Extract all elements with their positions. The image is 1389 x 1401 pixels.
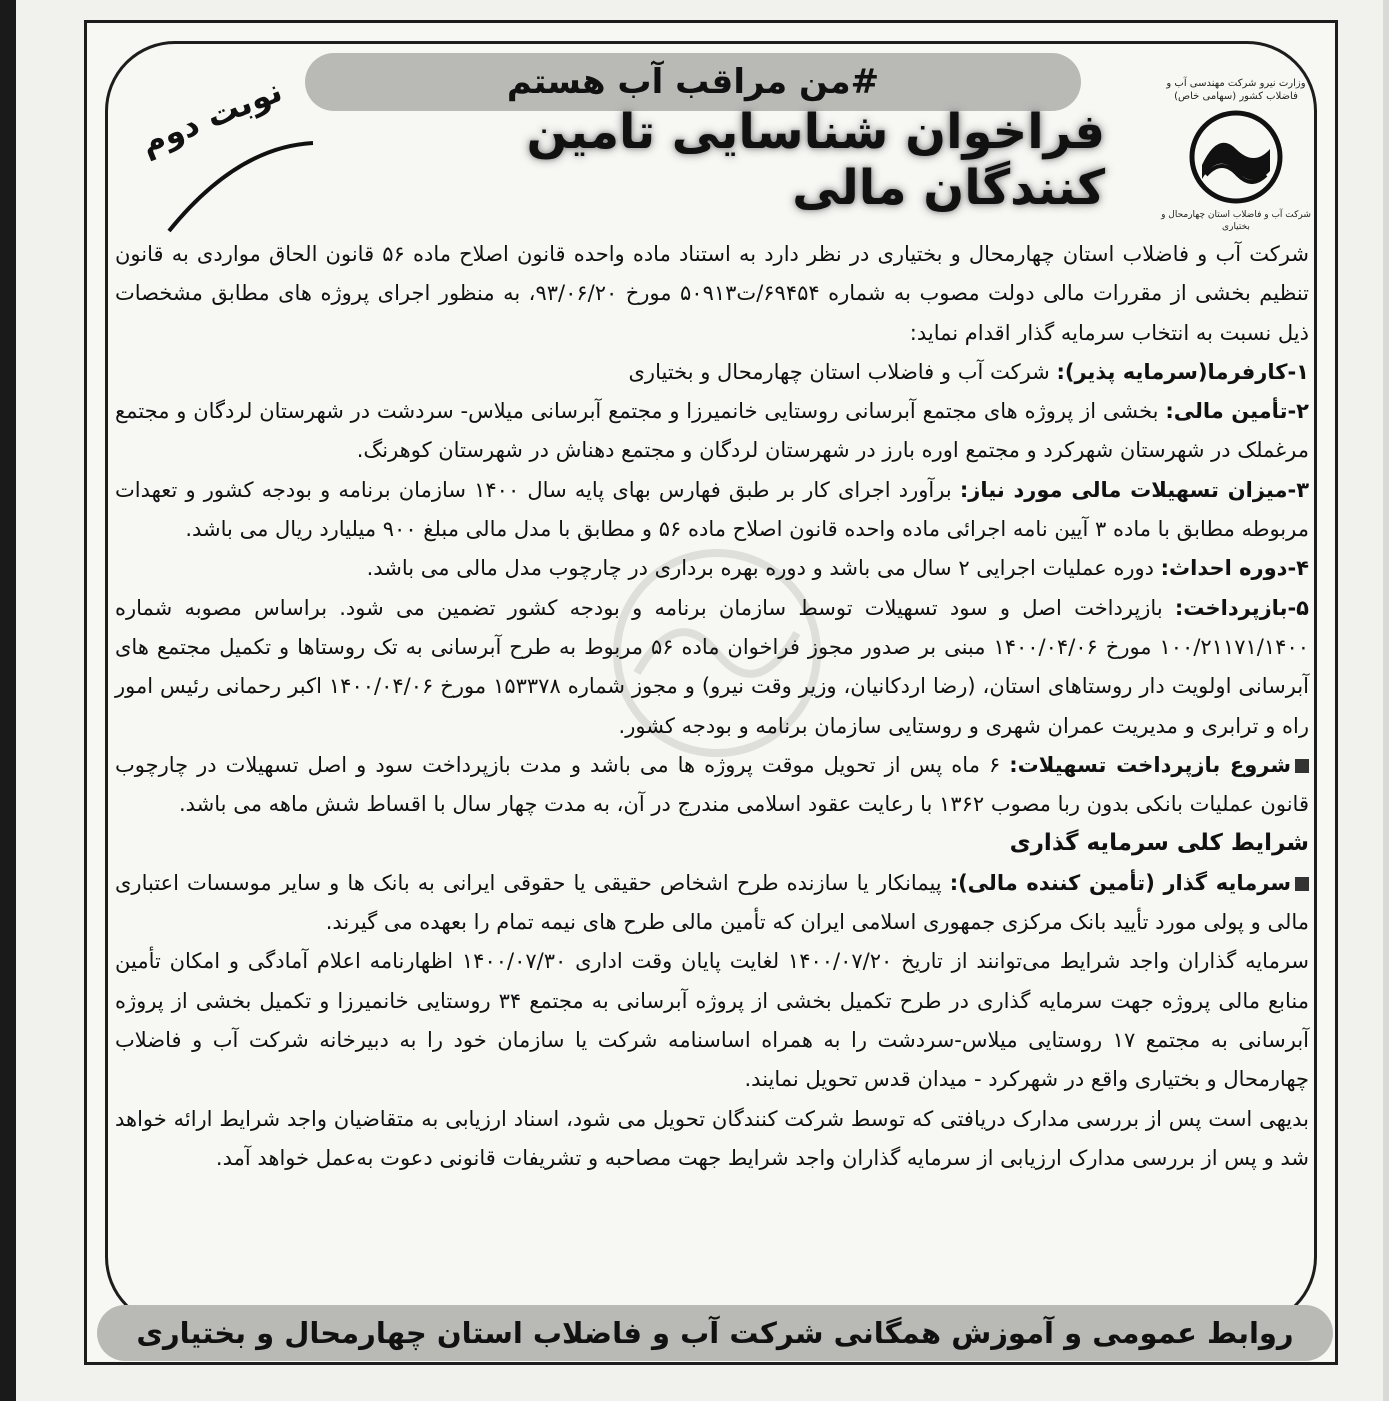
advertisement-frame xyxy=(84,20,1338,1365)
investor-label: سرمایه گذار (تأمین کننده مالی): xyxy=(949,870,1291,895)
item-1-text: شرکت آب و فاضلاب استان چهارمحال و بختیاری xyxy=(628,359,1057,384)
square-bullet-icon xyxy=(1295,759,1309,773)
item-3-label: ۳-میزان تسهیلات مالی مورد نیاز: xyxy=(959,477,1310,502)
item-5-text: بازپرداخت اصل و سود تسهیلات توسط سازمان برنامه و بودجه کشور تضمین می شود. براساس مصوبه شماره ۱۰۰/۲۱۱۷۱/۱۴۰۰ مورخ ۱۴۰۰/۰۴/۰۶ مبنی بر صدور مجوز فراخوان ماده ۵۶ مربوط به طرح آبرسانی به تک روستاها و تکمیل مجتمع های آبرسانی اولویت دار روستاهای استان، (رضا اردکانیان، وزیر وقت نیرو) و مجوز شماره ۱۵۳۳۷۸ مورخ ۱۴۰۰/۰۴/۰۶ اکبر رحمانی رئیس امور راه و ترابری و مدیریت عمران شهری و روستایی سازمان برنامه و بودجه کشور. xyxy=(115,595,1310,738)
company-logo xyxy=(1161,77,1311,247)
item-1 xyxy=(115,353,1309,392)
intro-paragraph: شرکت آب و فاضلاب استان چهارمحال و بختیاری در نظر دارد به استناد ماده واحده قانون اصلاح ماده ۵۶ قانون الحاق مواردی به قانون تنظیم بخشی از مقررات مالی دولت مصوب به شماره ۶۹۴۵۴/ت۵۰۹۱۳ مورخ ۹۳/۰۶/۲۰، به منظور اجرای پروژه های مطابق مشخصات ذیل نسبت به انتخاب سرمایه گذار اقدام نماید: xyxy=(115,242,1309,345)
scan-edge xyxy=(0,0,16,1401)
investor-text: پیمانکار یا سازنده طرح اشخاص حقیقی یا حقوقی ایرانی به بانک ها و سایر موسسات اعتباری مالی و پولی مورد تأیید بانک مرکزی جمهوری اسلامی ایران که تأمین مالی طرح های نیمه تمام را بعهده می گیرند. xyxy=(115,870,1309,935)
page-title xyxy=(365,104,1105,216)
title-text: فراخوان شناسایی تامین کنندگان مالی xyxy=(526,104,1105,216)
item-6-text: ۶ ماه پس از تحویل موقت پروژه ها می باشد و مدت بازپرداخت سود و اصل تسهیلات در چارچوب قانون عملیات بانکی بدون ربا مصوب ۱۳۶۲ با رعایت عقود اسلامی مندرج در آن، به مدت چهار سال با اقساط شش ماهه می باشد. xyxy=(115,752,1309,817)
item-6 xyxy=(115,746,1309,825)
scan-edge-right xyxy=(1383,0,1389,1401)
notice-body xyxy=(115,235,1309,1178)
hashtag-banner xyxy=(305,53,1081,111)
evaluation-paragraph: بدیهی است پس از بررسی مدارک دریافتی که توسط شرکت کنندگان تحویل می شود، اسناد ارزیابی به متقاضیان واجد شرایط ارائه خواهد شد و پس از بررسی مدارک ارزیابی از سرمایه گذاران واجد شرایط جهت مصاحبه و تشریفات قانونی دعوت به‌عمل خواهد آمد. xyxy=(115,1106,1309,1170)
square-bullet-icon xyxy=(1295,877,1309,891)
hashtag-text: #من مراقب آب هستم xyxy=(506,62,880,102)
water-drop-logo-icon xyxy=(1188,109,1284,205)
stamp-swoosh-icon xyxy=(117,107,317,237)
item-3-text: برآورد اجرای کار بر طبق فهارس بهای پایه سال ۱۴۰۰ سازمان برنامه و بودجه کشور و تعهدات مربوطه مطابق با ماده ۳ آیین نامه اجرائی ماده واحده قانون اصلاح ماده ۵۶ و مطابق با مدل مالی مبلغ ۹۰۰ میلیارد ریال می باشد. xyxy=(115,477,1309,542)
item-3 xyxy=(115,471,1309,550)
logo-bottom-caption: شرکت آب و فاضلاب استان چهارمحال و بختیاری xyxy=(1161,210,1311,232)
item-4 xyxy=(115,549,1309,588)
item-5 xyxy=(115,589,1309,746)
conditions-heading: شرایط کلی سرمایه گذاری xyxy=(1009,830,1309,857)
footer-banner xyxy=(97,1305,1333,1361)
logo-top-caption: وزارت نیرو شرکت مهندسی آب و فاضلاب کشور (سهامی خاص) xyxy=(1166,78,1306,102)
item-6-label: شروع بازپرداخت تسهیلات: xyxy=(1009,752,1291,777)
item-2-text: بخشی از پروژه های مجتمع آبرسانی روستایی خانمیرزا و مجتمع آبرسانی میلاس- سردشت در شهرستان لردگان و مجتمع مرغملک در شهرستان شهرکرد و مجتمع اوره بارز در شهرستان لردگان و مجتمع دهناش در شهرستان کوهرنگ. xyxy=(115,399,1309,463)
item-4-text: دوره عملیات اجرایی ۲ سال می باشد و دوره بهره برداری در چارچوب مدل مالی می باشد. xyxy=(366,556,1161,581)
stamp-text: نوبت دوم xyxy=(135,71,288,163)
edition-stamp xyxy=(117,71,317,237)
submission-paragraph: سرمایه گذاران واجد شرایط می‌توانند از تاریخ ۱۴۰۰/۰۷/۲۰ لغایت پایان وقت اداری ۱۴۰۰/۰۷/۳۰ اظهارنامه اعلام آمادگی و امکان تأمین منابع مالی پروژه جهت سرمایه گذاری در طرح تکمیل بخشی از پروژه آبرسانی به مجتمع ۳۴ روستایی خانمیرزا و تکمیل بخشی از پروژه آبرسانی به مجتمع ۱۷ روستایی میلاس-سردشت را به همراه اساسنامه شرکت یا سازمان خود را به دبیرخانه شرکت آب و فاضلاب چهارمحال و بختیاری واقع در شهرکرد - میدان قدس تحویل نمایند. xyxy=(115,949,1309,1092)
investor-paragraph xyxy=(115,864,1309,943)
item-4-label: ۴-دوره احداث: xyxy=(1160,556,1309,581)
item-5-label: ۵-بازپرداخت: xyxy=(1174,595,1309,620)
item-2-label: ۲-تأمین مالی: xyxy=(1165,399,1309,424)
footer-text: روابط عمومی و آموزش همگانی شرکت آب و فاضلاب استان چهارمحال و بختیاری xyxy=(136,1316,1294,1350)
item-1-label: ۱-کارفرما(سرمایه پذیر): xyxy=(1056,359,1309,384)
item-2 xyxy=(115,392,1309,471)
